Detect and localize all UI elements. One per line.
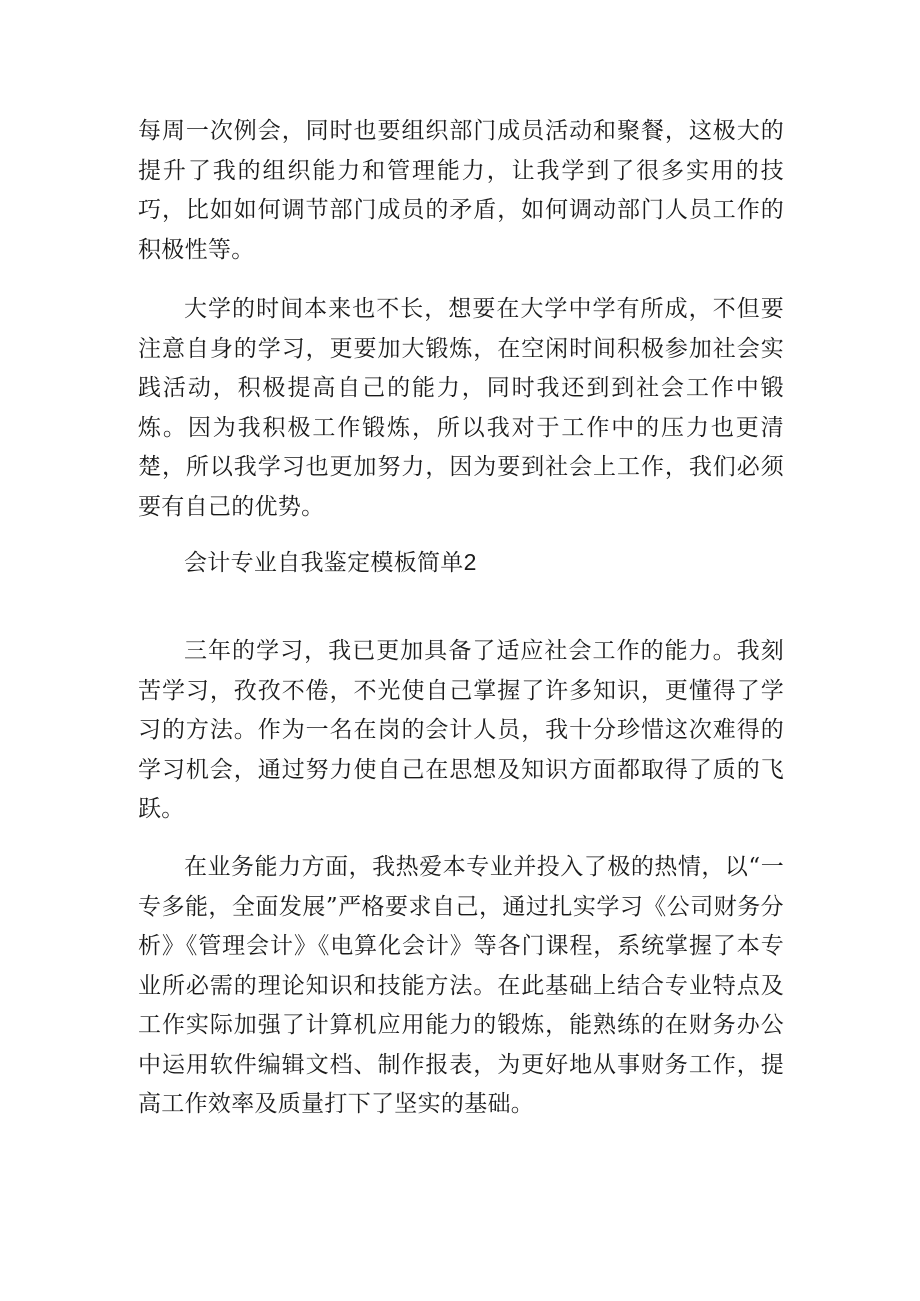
paragraph-continuation: 每周一次例会，同时也要组织部门成员活动和聚餐，这极大的提升了我的组织能力和管理能力，让我学到了很多实用的技巧，比如如何调节部门成员的矛盾，如何调动部门人员工作的积极性等。	[138, 118, 784, 263]
paragraph-three-years-study: 三年的学习，我已更加具备了适应社会工作的能力。我刻苦学习，孜孜不倦，不光使自己掌握了许多知识，更懂得了学习的方法。作为一名在岗的会计人员，我十分珍惜这次难得的学习机会，通过努力使自己在思想及知识方面都取得了质的飞跃。	[138, 638, 784, 822]
section-heading: 会计专业自我鉴定模板简单2	[184, 549, 477, 575]
paragraph-business-ability: 在业务能力方面，我热爱本专业并投入了极的热情，以“一专多能，全面发展”严格要求自己，通过扎实学习《公司财务分析》《管理会计》《电算化会计》等各门课程，系统掌握了本专业所必需的理论知识和技能方法。在此基础上结合专业特点及工作实际加强了计算机应用能力的锻炼，能熟练的在财务办公中运用软件编辑文档、制作报表，为更好地从事财务工作，提高工作效率及质量打下了坚实的基础。	[138, 854, 784, 1117]
paragraph-university-time: 大学的时间本来也不长，想要在大学中学有所成，不但要注意自身的学习，更要加大锻炼，在空闲时间积极参加社会实践活动，积极提高自己的能力，同时我还到到社会工作中锻炼。因为我积极工作锻炼，所以我对于工作中的压力也更清楚，所以我学习也更加努力，因为要到社会上工作，我们必须要有自己的优势。	[138, 296, 784, 520]
